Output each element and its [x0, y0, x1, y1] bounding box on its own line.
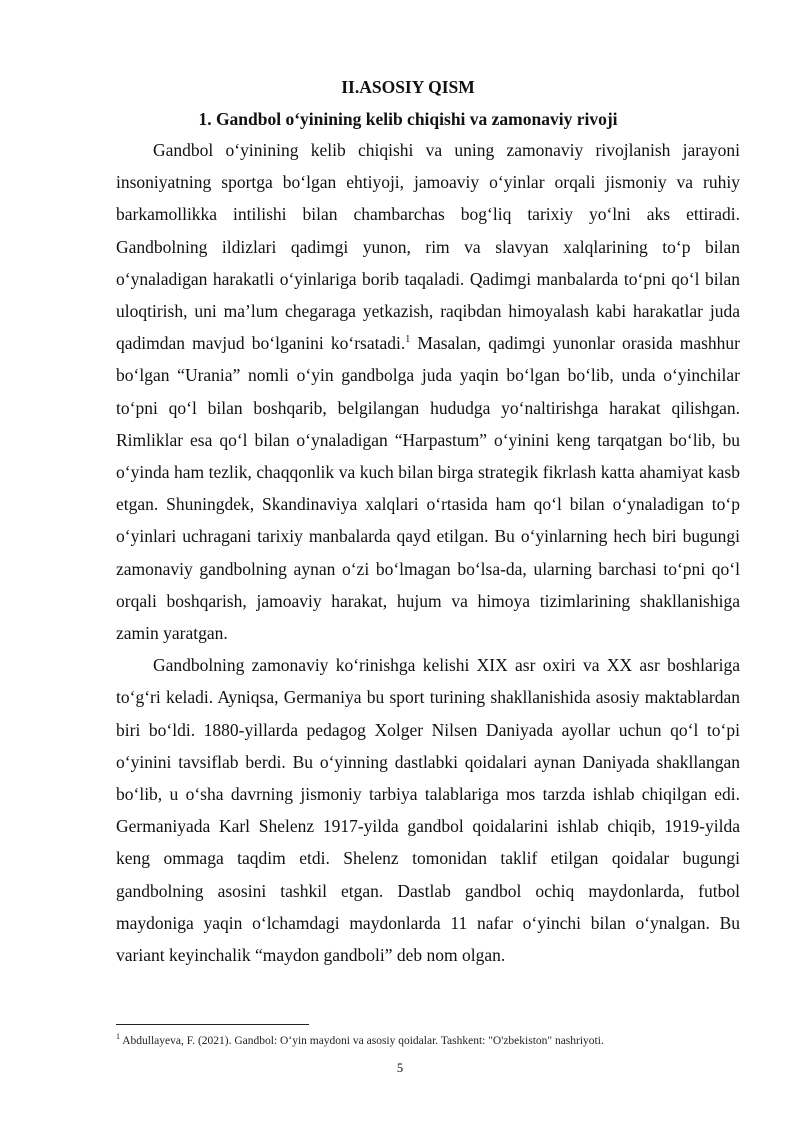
paragraph-origins	[116, 134, 740, 649]
paragraph-text: Gandbol o‘yinining kelib chiqishi va uning zamonaviy rivojlanish jarayoni insoniyatning sportga bo‘lgan ehtiyoji, jamoaviy o‘yinlar orqali jismoniy va ruhiy barkamollikka intilishi bilan chambarchas bog‘liq tarixiy yo‘lni aks ettiradi. Gandbolning ildizlari qadimgi yunon, rim va slavyan xalqlarining to‘p bilan o‘ynaladigan harakatli o‘yinlariga borib taqaladi. Qadimgi manbalarda to‘pni qo‘l bilan uloqtirish, uni ma’lum chegaraga yetkazish, raqibdan himoyalash kabi harakatlar juda qadimdan mavjud bo‘lganini ko‘rsatadi.	[116, 140, 740, 354]
footnote-mark: 1	[116, 1032, 120, 1042]
footnote-reference[interactable]: 1	[405, 334, 411, 346]
page-number: 5	[396, 1061, 404, 1075]
chapter-heading: 1. Gandbol o‘yinining kelib chiqishi va zamonaviy rivoji	[198, 109, 618, 129]
section-heading: II.ASOSIY QISM	[341, 77, 475, 97]
footnote	[116, 1034, 740, 1049]
footnote-text: Abdullayeva, F. (2021). Gandbol: O‘yin maydoni va asosiy qoidalar. Tashkent: "O'zbekiston" nashriyoti.	[120, 1035, 604, 1047]
paragraph-modern-development: Gandbolning zamonaviy ko‘rinishga kelishi XIX asr oxiri va XX asr boshlariga to‘g‘ri keladi. Ayniqsa, Germaniya bu sport turining shakllanishida asosiy maktablardan biri bo‘ldi. 1880-yillarda pedagog Xolger Nilsen Daniyada ayollar uchun qo‘l to‘pi o‘yinini tavsiflab berdi. Bu o‘yinning dastlabki qoidalari aynan Daniyada shakllangan bo‘lib, u o‘sha davrning jismoniy tarbiya talablariga mos tarzda ishlab chiqilgan edi. Germaniyada Karl Shelenz 1917-yilda gandbol qoidalarini ishlab chiqib, 1919-yilda keng ommaga taqdim etdi. Shelenz tomonidan taklif etilgan qoidalar bugungi gandbolning asosini tashkil etgan. Dastlab gandbol ochiq maydonlarda, futbol maydoniga yaqin o‘lchamdagi maydonlarda 11 nafar o‘yinchi bilan o‘ynalgan. Bu variant keyinchalik “maydon gandboli” deb nom olgan.	[116, 655, 740, 966]
body-text	[116, 134, 740, 971]
paragraph-text: Masalan, qadimgi yunonlar orasida mashhur bo‘lgan “Urania” nomli o‘yin gandbolga juda yaqin bo‘lgan bo‘lib, unda o‘yinchilar to‘pni qo‘l bilan boshqarib, belgilangan hududga yo‘naltirishga harakat qilishgan. Rimliklar esa qo‘l bilan o‘ynaladigan “Harpastum” o‘yinini keng tarqatgan bo‘lib, bu o‘yinda ham tezlik, chaqqonlik va kuch bilan birga strategik fikrlash katta ahamiyat kasb etgan. Shuningdek, Skandinaviya xalqlari o‘rtasida ham qo‘l bilan o‘ynaladigan to‘p o‘yinlari uchragani tarixiy manbalarda qayd etilgan. Bu o‘yinlarning hech biri bugungi zamonaviy gandbolning aynan o‘zi bo‘lmagan bo‘lsa-da, ularning barchasi to‘pni qo‘l orqali boshqarish, jamoaviy harakat, hujum va himoya tizimlarining shakllanishiga zamin yaratgan.	[116, 333, 740, 644]
footnote-separator	[116, 1024, 309, 1025]
